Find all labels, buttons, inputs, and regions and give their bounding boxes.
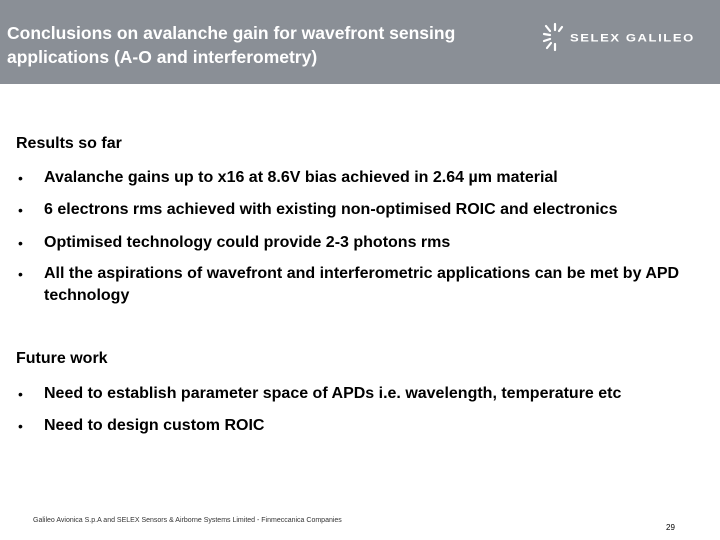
- title-line-1: Conclusions on avalanche gain for wavefront sensing: [7, 23, 456, 43]
- bullet-marker: •: [18, 235, 23, 251]
- list-item-text: Need to establish parameter space of APDs i.e. wavelength, temperature etc: [44, 385, 622, 402]
- list-item-text: Avalanche gains up to x16 at 8.6V bias achieved in 2.64 µm material: [44, 169, 558, 186]
- page-number: 29: [666, 523, 675, 532]
- list-item-text: All the aspirations of wavefront and interferometric applications can be met by APD technology: [44, 265, 680, 304]
- list-item: [0, 263, 720, 307]
- future-work-heading: Future work: [16, 350, 108, 367]
- results-heading: Results so far: [16, 135, 122, 152]
- logo-wordmark: SELEX GALILEO: [570, 30, 695, 44]
- title-line-2: applications (A-O and interferometry): [7, 47, 318, 67]
- list-item: [0, 415, 720, 447]
- bullet-marker: •: [18, 170, 23, 186]
- future-work-list: [0, 383, 720, 447]
- bullet-marker: •: [18, 418, 23, 434]
- list-item-text: Optimised technology could provide 2-3 photons rms: [44, 234, 451, 251]
- list-item: [0, 232, 720, 263]
- list-item: [0, 199, 720, 232]
- slide-header: [0, 0, 720, 84]
- bullet-marker: •: [18, 202, 23, 218]
- list-item-text: Need to design custom ROIC: [44, 417, 265, 434]
- list-item: [0, 167, 720, 199]
- footer-company-note: Galileo Avionica S.p.A and SELEX Sensors & Airborne Systems Limited - Finmeccanica Companies: [33, 517, 342, 524]
- starburst-logo-icon: [542, 22, 568, 52]
- slide-title: [7, 21, 537, 69]
- company-logo: [542, 20, 714, 54]
- bullet-marker: •: [18, 386, 23, 402]
- results-list: [0, 167, 720, 307]
- bullet-marker: •: [18, 266, 23, 282]
- list-item-text: 6 electrons rms achieved with existing non-optimised ROIC and electronics: [44, 201, 618, 218]
- list-item: [0, 383, 720, 415]
